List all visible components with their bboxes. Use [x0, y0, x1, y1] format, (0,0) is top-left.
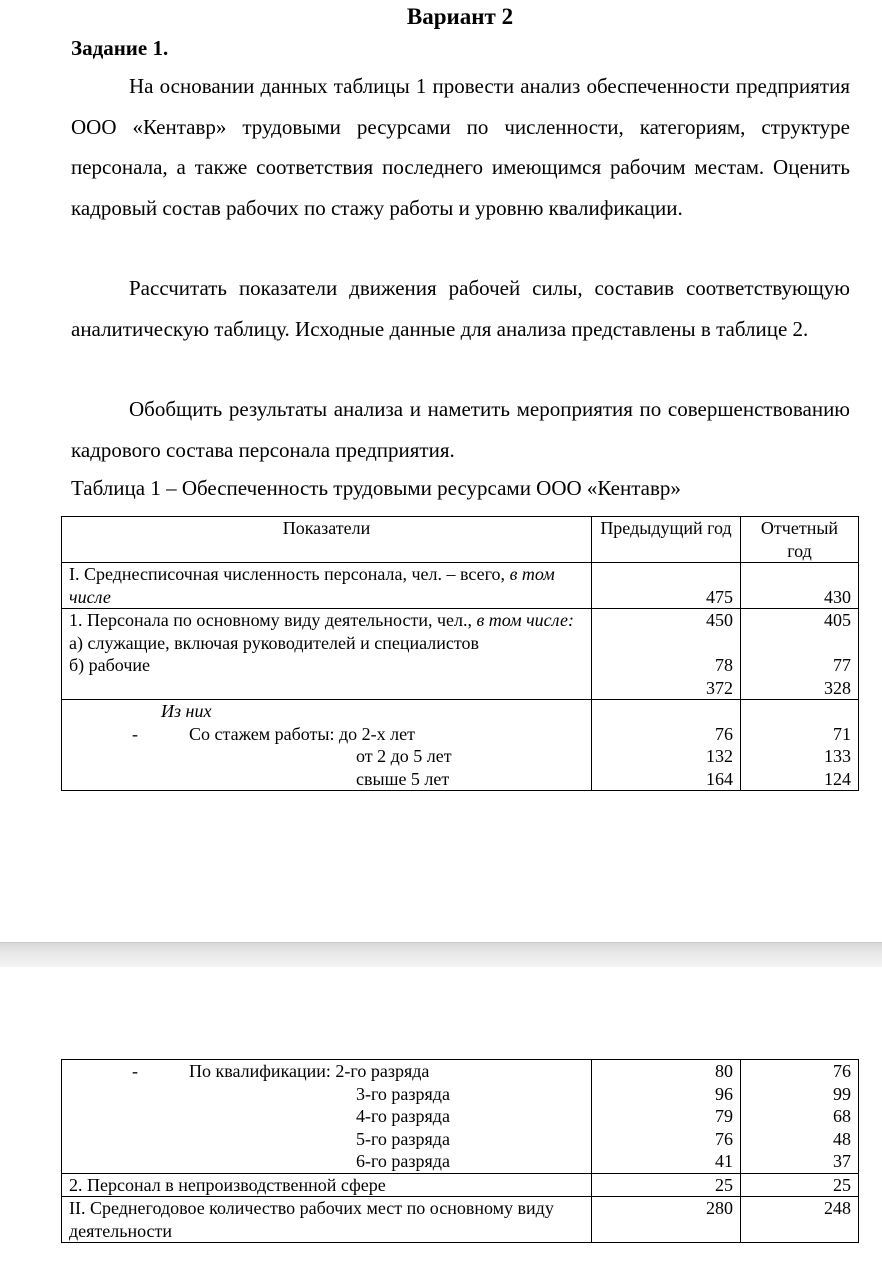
row-workplaces-curr: 248 [741, 1197, 859, 1243]
document-title: Вариант 2 [406, 4, 514, 29]
table-row [62, 1173, 859, 1197]
cell-value: 124 [824, 768, 851, 789]
cell-value: 76 [715, 1128, 733, 1149]
table-row [62, 1197, 859, 1243]
cell-value: 164 [706, 768, 733, 789]
cell-value: 48 [833, 1128, 851, 1149]
row-nonproduction-label: 2. Персонал в непроизводственной сфере [62, 1173, 592, 1197]
cell-value: 132 [706, 746, 733, 766]
row-experience-label [62, 700, 592, 791]
resources-table-part-1 [61, 516, 859, 791]
cell-value: 68 [833, 1106, 851, 1126]
row-qualification-prev [592, 1060, 741, 1174]
header-curr-year: Отчетный год [741, 517, 859, 563]
row-label-italic: в том числе [69, 564, 555, 607]
cell-value: 80 [715, 1061, 733, 1081]
row-workplaces-label: II. Среднегодовое количество рабочих мест по основному виду деятельности [62, 1197, 592, 1243]
row-workers-label: б) рабочие [69, 655, 151, 675]
row-employees-label: а) служащие, включая руководителей и специалистов [69, 632, 480, 653]
qual-label-5: 5-го разряда [356, 1128, 450, 1149]
table-row [62, 700, 859, 791]
paragraph-2 [71, 268, 850, 349]
row-qualification-curr [741, 1060, 859, 1174]
cell-value: 99 [833, 1083, 851, 1104]
row-avg-headcount-label [62, 563, 592, 609]
cell-value: 71 [833, 723, 851, 744]
exp-label-3: свыше 5 лет [356, 768, 450, 789]
row-main-staff-curr [741, 609, 859, 700]
cell-value: 37 [833, 1151, 851, 1171]
row-main-staff-label [62, 609, 592, 700]
of-them-label: Из них [161, 701, 212, 721]
cell-value: 41 [715, 1151, 733, 1171]
cell-value: 78 [715, 655, 733, 675]
qual-label-2: По квалификации: 2-го разряда [189, 1061, 430, 1081]
row-label-italic: в том числе: [476, 610, 574, 630]
cell-value: 372 [706, 677, 733, 698]
qual-label-4: 4-го разряда [356, 1106, 450, 1126]
table-caption: Таблица 1 – Обеспеченность трудовыми ресурсами ООО «Кентавр» [71, 476, 681, 500]
exp-label-2: от 2 до 5 лет [356, 746, 452, 766]
row-main-staff-prev [592, 609, 741, 700]
row-avg-headcount-prev: 475 [592, 563, 741, 609]
table-row [62, 563, 859, 609]
cell-value: 79 [715, 1106, 733, 1126]
task-heading: Задание 1. [71, 36, 169, 60]
row-avg-headcount-curr: 430 [741, 563, 859, 609]
cell-value: 96 [715, 1083, 733, 1104]
list-dash: - [132, 723, 138, 744]
paragraph-3 [71, 389, 850, 470]
paragraph-3-text: Обобщить результаты анализа и наметить мероприятия по совершенствованию кадрового состава персонала предприятия. [71, 397, 850, 462]
header-indicator: Показатели [62, 517, 592, 563]
page-break-separator [0, 942, 882, 967]
list-dash: - [132, 1061, 138, 1081]
cell-value: 76 [833, 1061, 851, 1081]
cell-value: 77 [833, 655, 851, 675]
header-prev-year: Предыдущий год [592, 517, 741, 563]
row-label-text: I. Среднесписочная численность персонала, чел. – всего, [69, 564, 510, 584]
paragraph-2-text: Рассчитать показатели движения рабочей силы, составив соответствующую аналитическую таблицу. Исходные данные для анализа представлены в таблице 2. [71, 276, 850, 341]
row-workplaces-prev: 280 [592, 1197, 741, 1243]
paragraph-1 [71, 66, 850, 228]
table-row [62, 609, 859, 700]
cell-value: 133 [824, 746, 851, 766]
paragraph-1-text: На основании данных таблицы 1 провести анализ обеспеченности предприятия ООО «Кентавр» трудовыми ресурсами по численности, категориям, структуре персонала, а также соответствия последнего имеющимся рабочим местам. Оценить кадровый состав рабочих по стажу работы и уровню квалификации. [71, 74, 850, 220]
cell-value: 76 [715, 723, 733, 744]
row-nonproduction-curr: 25 [741, 1173, 859, 1197]
qual-label-6: 6-го разряда [356, 1151, 450, 1171]
row-label-text: 1. Персонала по основному виду деятельности, чел., [69, 610, 477, 630]
cell-value: 450 [706, 610, 733, 630]
qual-label-3: 3-го разряда [356, 1083, 450, 1104]
table-header-row [62, 517, 859, 563]
cell-value: 328 [824, 677, 851, 698]
row-experience-prev [592, 700, 741, 791]
exp-label-1: Со стажем работы: до 2-х лет [189, 723, 416, 744]
table-row [62, 1060, 859, 1174]
row-qualification-label [62, 1060, 592, 1174]
resources-table-part-2 [61, 1059, 859, 1243]
row-nonproduction-prev: 25 [592, 1173, 741, 1197]
cell-value: 405 [824, 610, 851, 630]
row-experience-curr [741, 700, 859, 791]
